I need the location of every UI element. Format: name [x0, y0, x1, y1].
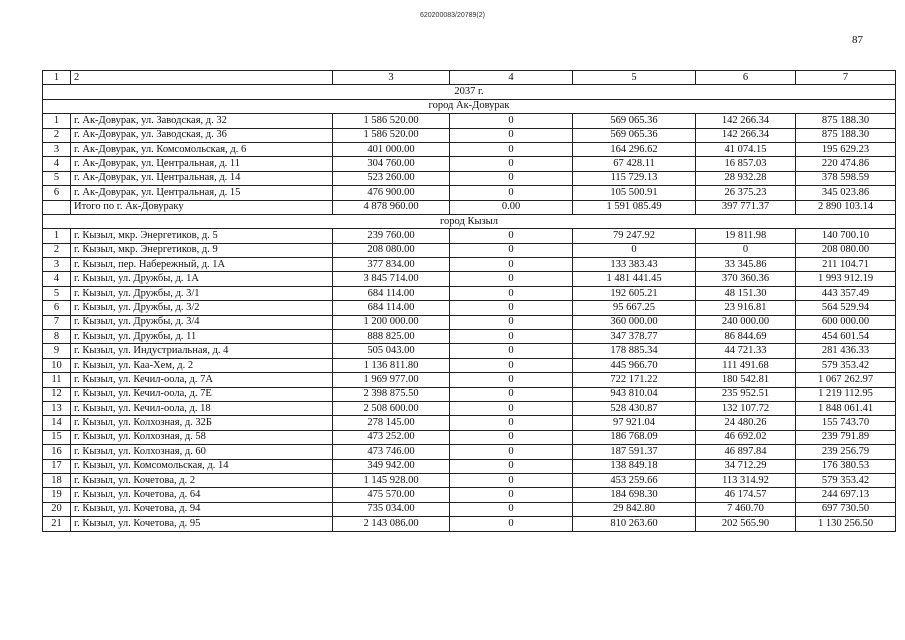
table-cell: 142 266.34: [696, 128, 796, 142]
table-cell: г. Ак-Довурак, ул. Центральная, д. 15: [71, 186, 333, 200]
table-cell: г. Кызыл, ул. Кочетова, д. 64: [71, 488, 333, 502]
table-cell: 1 591 085.49: [573, 200, 696, 214]
table-cell: 113 314.92: [696, 473, 796, 487]
table-cell: 5: [43, 171, 71, 185]
table-cell: 281 436.33: [796, 344, 896, 358]
table-cell: 0: [450, 401, 573, 415]
table-cell: 3 845 714.00: [333, 272, 450, 286]
table-cell: 115 729.13: [573, 171, 696, 185]
table-cell: 7: [43, 315, 71, 329]
table-cell: 528 430.87: [573, 401, 696, 415]
table-cell: 0: [696, 243, 796, 257]
table-cell: 2: [43, 243, 71, 257]
table-cell: 6: [43, 301, 71, 315]
table-cell: 186 768.09: [573, 430, 696, 444]
table-cell: 454 601.54: [796, 330, 896, 344]
table-cell: 184 698.30: [573, 488, 696, 502]
table-cell: 5: [573, 71, 696, 85]
table-row: [43, 142, 896, 156]
table-cell: 0: [450, 517, 573, 531]
table-cell: 875 188.30: [796, 128, 896, 142]
table-cell: 600 000.00: [796, 315, 896, 329]
table-cell: 443 357.49: [796, 286, 896, 300]
table-cell: 44 721.33: [696, 344, 796, 358]
table-cell: г. Кызыл, ул. Каа-Хем, д. 2: [71, 358, 333, 372]
table-cell: г. Кызыл, ул. Дружбы, д. 3/1: [71, 286, 333, 300]
table-cell: 19: [43, 488, 71, 502]
table-cell: 401 000.00: [333, 142, 450, 156]
table-cell: 2 890 103.14: [796, 200, 896, 214]
table-cell: 0: [450, 128, 573, 142]
table-cell: 943 810.04: [573, 387, 696, 401]
table-cell: 1: [43, 229, 71, 243]
table-row: [43, 416, 896, 430]
table-cell: 0: [450, 387, 573, 401]
table-cell: 0: [450, 157, 573, 171]
page-number: 87: [852, 34, 863, 46]
table-row: [43, 344, 896, 358]
table-cell: 569 065.36: [573, 114, 696, 128]
table-row: [43, 301, 896, 315]
table-cell: 1 130 256.50: [796, 517, 896, 531]
table-cell: 24 480.26: [696, 416, 796, 430]
table-cell: 208 080.00: [333, 243, 450, 257]
table-cell: 810 263.60: [573, 517, 696, 531]
table-cell: 19 811.98: [696, 229, 796, 243]
table-cell: 475 570.00: [333, 488, 450, 502]
table-cell: 1: [43, 71, 71, 85]
table-row: [43, 272, 896, 286]
table-cell: 4: [43, 157, 71, 171]
table-cell: г. Кызыл, ул. Кечил-оола, д. 7А: [71, 373, 333, 387]
table-cell: 138 849.18: [573, 459, 696, 473]
table-cell: 192 605.21: [573, 286, 696, 300]
table-cell: 46 174.57: [696, 488, 796, 502]
table-cell: 0: [450, 488, 573, 502]
table-cell: 10: [43, 358, 71, 372]
table-cell: 208 080.00: [796, 243, 896, 257]
table-cell: 20: [43, 502, 71, 516]
table-cell: г. Кызыл, ул. Колхозная, д. 32Б: [71, 416, 333, 430]
table-row: [43, 128, 896, 142]
table-cell: 105 500.91: [573, 186, 696, 200]
table-cell: 0: [450, 301, 573, 315]
table-cell: 178 885.34: [573, 344, 696, 358]
table-cell: 133 383.43: [573, 258, 696, 272]
table-cell: 360 000.00: [573, 315, 696, 329]
table-row: [43, 387, 896, 401]
table-cell: 3: [43, 258, 71, 272]
table-cell: г. Ак-Довурак, ул. Центральная, д. 11: [71, 157, 333, 171]
table-cell: 48 151.30: [696, 286, 796, 300]
table-cell: 15: [43, 430, 71, 444]
table-cell: 0: [450, 416, 573, 430]
table-cell: 86 844.69: [696, 330, 796, 344]
table-cell: 164 296.62: [573, 142, 696, 156]
table-cell: 304 760.00: [333, 157, 450, 171]
table-cell: 46 897.84: [696, 445, 796, 459]
table-cell: 473 252.00: [333, 430, 450, 444]
table-cell: 21: [43, 517, 71, 531]
table-cell: 211 104.71: [796, 258, 896, 272]
table-cell: 0: [450, 459, 573, 473]
table-row: [43, 445, 896, 459]
table-cell: 1 848 061.41: [796, 401, 896, 415]
table-cell: 347 378.77: [573, 330, 696, 344]
table-cell: 140 700.10: [796, 229, 896, 243]
table-cell: г. Кызыл, ул. Кочетова, д. 2: [71, 473, 333, 487]
table-cell: Итого по г. Ак-Довураку: [71, 200, 333, 214]
table-cell: 0: [450, 430, 573, 444]
table-cell: 378 598.59: [796, 171, 896, 185]
table-cell: 579 353.42: [796, 358, 896, 372]
table-cell: 579 353.42: [796, 473, 896, 487]
table-cell: 7: [796, 71, 896, 85]
table-cell: г. Кызыл, ул. Кечил-оола, д. 18: [71, 401, 333, 415]
table-cell: 29 842.80: [573, 502, 696, 516]
table-cell: 2: [43, 128, 71, 142]
table-cell: 505 043.00: [333, 344, 450, 358]
year-row-label: 2037 г.: [43, 85, 896, 99]
table-cell: 6: [696, 71, 796, 85]
table-row: [43, 488, 896, 502]
table-row: [43, 473, 896, 487]
table-cell: 0: [450, 186, 573, 200]
table-cell: 0: [450, 315, 573, 329]
table-cell: 397 771.37: [696, 200, 796, 214]
table-cell: г. Кызыл, ул. Индустриальная, д. 4: [71, 344, 333, 358]
table-cell: 1 200 000.00: [333, 315, 450, 329]
table-cell: 684 114.00: [333, 301, 450, 315]
table-cell: 244 697.13: [796, 488, 896, 502]
table-cell: 13: [43, 401, 71, 415]
table-cell: 202 565.90: [696, 517, 796, 531]
table-cell: 1 969 977.00: [333, 373, 450, 387]
table-cell: г. Кызыл, ул. Дружбы, д. 11: [71, 330, 333, 344]
table-cell: 4: [450, 71, 573, 85]
header-row: [43, 71, 896, 85]
table-cell: 239 791.89: [796, 430, 896, 444]
table-cell: 473 746.00: [333, 445, 450, 459]
table-cell: 97 921.04: [573, 416, 696, 430]
table-cell: 370 360.36: [696, 272, 796, 286]
table-cell: 240 000.00: [696, 315, 796, 329]
table-cell: 3: [43, 142, 71, 156]
table-cell: 2 143 086.00: [333, 517, 450, 531]
table-cell: 79 247.92: [573, 229, 696, 243]
table-row: [43, 373, 896, 387]
table-cell: 132 107.72: [696, 401, 796, 415]
table-row: [43, 229, 896, 243]
table-cell: 0: [450, 473, 573, 487]
table-cell: 14: [43, 416, 71, 430]
table-row: [43, 243, 896, 257]
table-cell: 18: [43, 473, 71, 487]
city-row-label: город Ак-Довурак: [43, 99, 896, 113]
table-cell: г. Кызыл, ул. Кочетова, д. 94: [71, 502, 333, 516]
table-cell: 9: [43, 344, 71, 358]
table-cell: 111 491.68: [696, 358, 796, 372]
table-cell: г. Кызыл, ул. Кечил-оола, д. 7Е: [71, 387, 333, 401]
table-row: [43, 286, 896, 300]
table-cell: г. Кызыл, ул. Дружбы, д. 3/2: [71, 301, 333, 315]
table-cell: 3: [333, 71, 450, 85]
table-cell: [43, 200, 71, 214]
table-cell: 0: [450, 142, 573, 156]
table-cell: 187 591.37: [573, 445, 696, 459]
table-cell: 11: [43, 373, 71, 387]
table-cell: 220 474.86: [796, 157, 896, 171]
table-cell: 34 712.29: [696, 459, 796, 473]
table-row: [43, 258, 896, 272]
table-row: [43, 171, 896, 185]
table-cell: 33 345.86: [696, 258, 796, 272]
table-cell: 349 942.00: [333, 459, 450, 473]
table-cell: 345 023.86: [796, 186, 896, 200]
table-cell: 735 034.00: [333, 502, 450, 516]
table-cell: 155 743.70: [796, 416, 896, 430]
table-row: [43, 459, 896, 473]
table-cell: 17: [43, 459, 71, 473]
table-cell: 1 993 912.19: [796, 272, 896, 286]
table-cell: г. Кызыл, ул. Дружбы, д. 3/4: [71, 315, 333, 329]
table-cell: 95 667.25: [573, 301, 696, 315]
table-cell: 569 065.36: [573, 128, 696, 142]
table-row: [43, 401, 896, 415]
table-cell: 5: [43, 286, 71, 300]
table-cell: 23 916.81: [696, 301, 796, 315]
table-cell: 476 900.00: [333, 186, 450, 200]
table-cell: 239 256.79: [796, 445, 896, 459]
table-cell: 0: [450, 502, 573, 516]
table-cell: 0: [450, 344, 573, 358]
table-cell: 235 952.51: [696, 387, 796, 401]
table-row: [43, 517, 896, 531]
total-row: [43, 200, 896, 214]
table-cell: 523 260.00: [333, 171, 450, 185]
table-cell: 2: [71, 71, 333, 85]
data-table: [42, 70, 896, 532]
table-cell: 4: [43, 272, 71, 286]
table-cell: 7 460.70: [696, 502, 796, 516]
table-cell: 26 375.23: [696, 186, 796, 200]
table-cell: г. Кызыл, ул. Дружбы, д. 1А: [71, 272, 333, 286]
table-cell: 8: [43, 330, 71, 344]
table-cell: г. Кызыл, пер. Набережный, д. 1А: [71, 258, 333, 272]
year-row: [43, 85, 896, 99]
table-cell: 722 171.22: [573, 373, 696, 387]
table-cell: 278 145.00: [333, 416, 450, 430]
table-cell: 0.00: [450, 200, 573, 214]
table-row: [43, 315, 896, 329]
table-row: [43, 330, 896, 344]
table-cell: 12: [43, 387, 71, 401]
table-cell: 1 219 112.95: [796, 387, 896, 401]
table-cell: 2 398 875.50: [333, 387, 450, 401]
table-cell: 0: [450, 330, 573, 344]
table-cell: 0: [450, 258, 573, 272]
table-cell: 67 428.11: [573, 157, 696, 171]
table-cell: г. Кызыл, мкр. Энергетиков, д. 9: [71, 243, 333, 257]
table-cell: 888 825.00: [333, 330, 450, 344]
table-cell: 697 730.50: [796, 502, 896, 516]
table-cell: 41 074.15: [696, 142, 796, 156]
table-cell: 0: [573, 243, 696, 257]
table-cell: г. Ак-Довурак, ул. Заводская, д. 32: [71, 114, 333, 128]
table-cell: 1 136 811.80: [333, 358, 450, 372]
table-cell: г. Кызыл, ул. Колхозная, д. 58: [71, 430, 333, 444]
table-cell: 0: [450, 445, 573, 459]
city-row: [43, 99, 896, 113]
table-cell: 684 114.00: [333, 286, 450, 300]
table-cell: 0: [450, 286, 573, 300]
table-cell: 2 508 600.00: [333, 401, 450, 415]
table-row: [43, 186, 896, 200]
table-cell: 0: [450, 373, 573, 387]
table-cell: г. Кызыл, мкр. Энергетиков, д. 5: [71, 229, 333, 243]
table-row: [43, 430, 896, 444]
table-cell: 142 266.34: [696, 114, 796, 128]
table-cell: 176 380.53: [796, 459, 896, 473]
table-cell: 1 586 520.00: [333, 128, 450, 142]
table-cell: г. Ак-Довурак, ул. Комсомольская, д. 6: [71, 142, 333, 156]
table-cell: 1 067 262.97: [796, 373, 896, 387]
table-row: [43, 114, 896, 128]
table-cell: 0: [450, 272, 573, 286]
table-cell: 0: [450, 229, 573, 243]
table-cell: 1 481 441.45: [573, 272, 696, 286]
table-cell: 0: [450, 243, 573, 257]
table-cell: 46 692.02: [696, 430, 796, 444]
table-cell: 28 932.28: [696, 171, 796, 185]
table-cell: 0: [450, 114, 573, 128]
table-cell: г. Кызыл, ул. Комсомольская, д. 14: [71, 459, 333, 473]
table-cell: г. Ак-Довурак, ул. Центральная, д. 14: [71, 171, 333, 185]
table-cell: 445 966.70: [573, 358, 696, 372]
city-row: [43, 214, 896, 228]
table-cell: 16 857.03: [696, 157, 796, 171]
table-cell: 564 529.94: [796, 301, 896, 315]
table-cell: 0: [450, 171, 573, 185]
table-cell: 16: [43, 445, 71, 459]
table-cell: 180 542.81: [696, 373, 796, 387]
table-row: [43, 358, 896, 372]
table-cell: 1: [43, 114, 71, 128]
table-cell: г. Ак-Довурак, ул. Заводская, д. 36: [71, 128, 333, 142]
table-cell: 239 760.00: [333, 229, 450, 243]
table-cell: 6: [43, 186, 71, 200]
table-row: [43, 157, 896, 171]
city-row-label: город Кызыл: [43, 214, 896, 228]
table-cell: г. Кызыл, ул. Колхозная, д. 60: [71, 445, 333, 459]
table-cell: 453 259.66: [573, 473, 696, 487]
table-cell: 1 145 928.00: [333, 473, 450, 487]
table-cell: 1 586 520.00: [333, 114, 450, 128]
table-cell: 195 629.23: [796, 142, 896, 156]
table-row: [43, 502, 896, 516]
table-cell: 0: [450, 358, 573, 372]
table-cell: 4 878 960.00: [333, 200, 450, 214]
table-cell: г. Кызыл, ул. Кочетова, д. 95: [71, 517, 333, 531]
table-cell: 875 188.30: [796, 114, 896, 128]
document-id: 620200083/20789(2): [419, 12, 485, 19]
table-cell: 377 834.00: [333, 258, 450, 272]
